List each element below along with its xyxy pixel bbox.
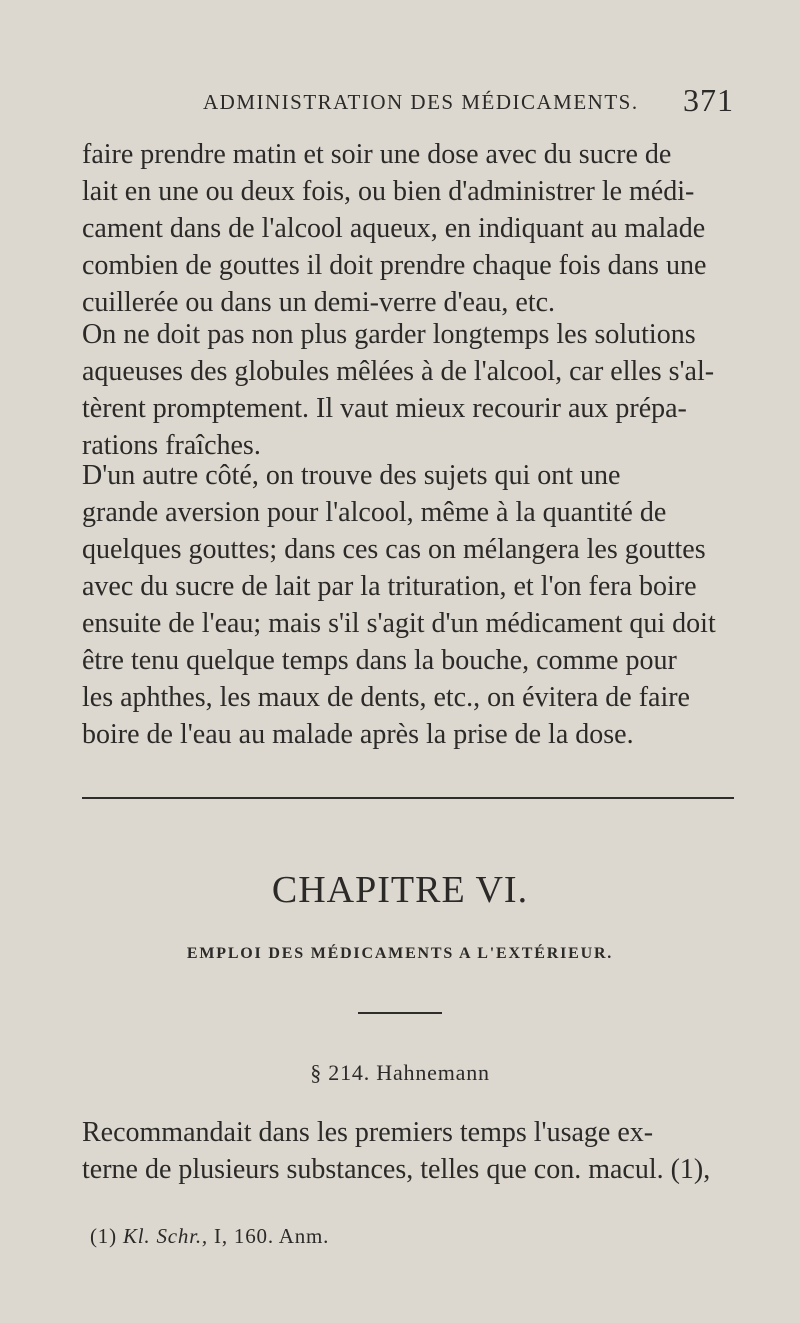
paragraph-solutions: On ne doit pas non plus garder longtemps les solutions aqueuses des globules mêlées à de l'alcool, car elles s'al- tèrent promptement. Il vaut mieux recourir aux prépa- rations fraîches. xyxy=(82,319,715,461)
paragraph-continuation: faire prendre matin et soir une dose avec du sucre de lait en une ou deux fois, ou bien d'administrer le médi- cament dans de l'alcool aqueux, en indiquant au malade combien de gouttes il doit prendre chaque fois dans une cuillerée ou dans un demi-verre d'eau, etc. xyxy=(82,139,707,318)
running-header xyxy=(0,84,800,124)
page-number: 371 xyxy=(683,82,734,118)
running-title: ADMINISTRATION DES MÉDICAMENTS. xyxy=(203,90,639,114)
footnote-reference: I, 160. Anm. xyxy=(214,1224,330,1248)
section-divider xyxy=(82,797,734,799)
chapter-title: CHAPITRE VI. xyxy=(271,869,529,911)
paragraph-alcohol-aversion: D'un autre côté, on trouve des sujets qui ont une grande aversion pour l'alcool, même à la quantité de quelques gouttes; dans ces cas on mélangera les gouttes avec du sucre de lait par la trituration, et l'on fera boire ensuite de l'eau; mais s'il s'agit d'un médicament qui doit être tenu quelque temps dans la bouche, comme pour les aphthes, les maux de dents, etc., on évitera de faire boire de l'eau au malade après la prise de la dose. xyxy=(82,460,716,750)
short-divider xyxy=(358,1012,442,1014)
paragraph-section-214: Recommandait dans les premiers temps l'usage ex- terne de plusieurs substances, telles que con. macul. (1), xyxy=(82,1117,711,1185)
section-heading: § 214. Hahnemann xyxy=(310,1060,490,1085)
chapter-subtitle: EMPLOI DES MÉDICAMENTS A L'EXTÉRIEUR. xyxy=(186,945,614,962)
footnote-source: Kl. Schr., xyxy=(122,1224,208,1248)
footnote-marker: (1) xyxy=(90,1224,117,1248)
footnote xyxy=(90,1224,329,1249)
